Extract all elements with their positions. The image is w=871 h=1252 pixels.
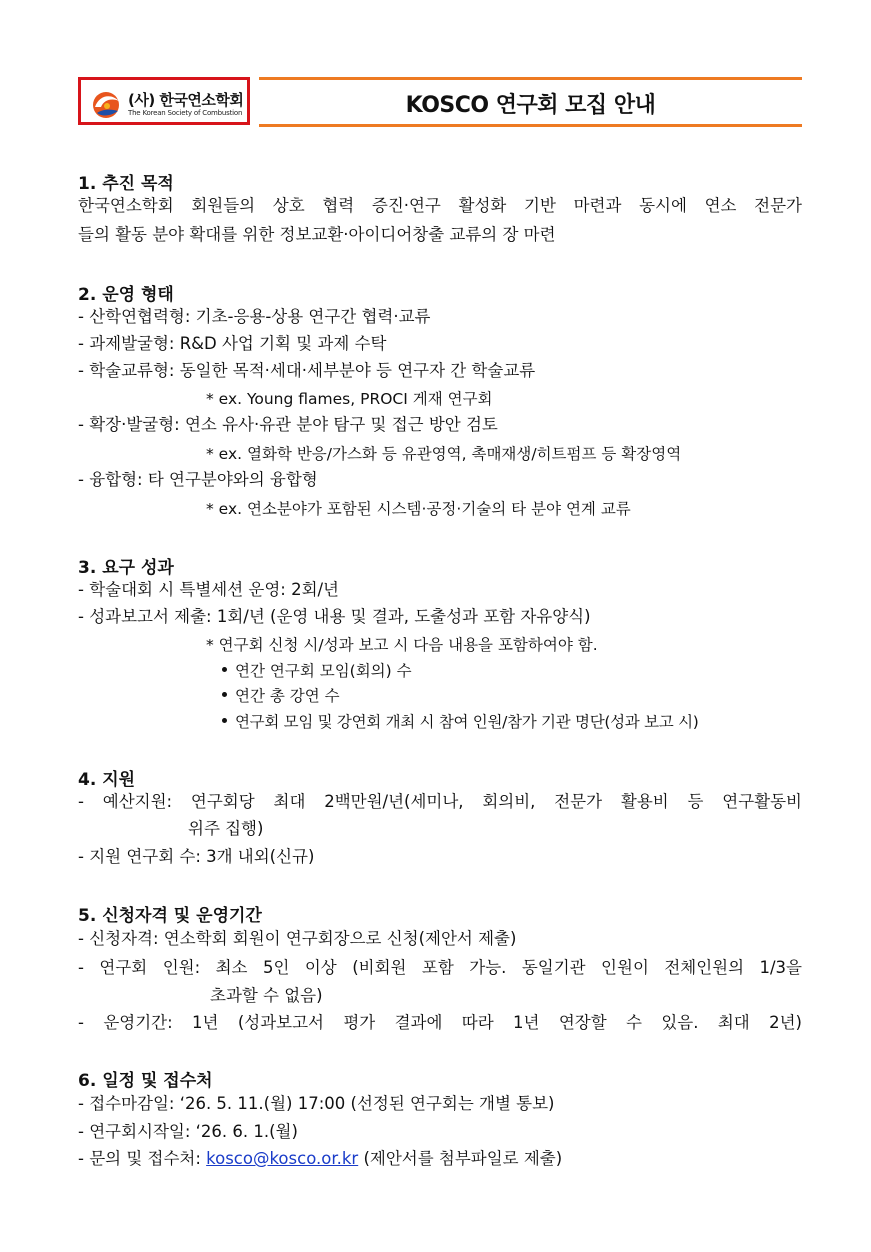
bullet-dot-icon [222, 667, 227, 672]
section-2-item-1: - 산학연협력형: 기초-응용-상용 연구간 협력·교류 [78, 307, 431, 326]
section-3-bullet-2-text: 연간 총 강연 수 [235, 687, 340, 705]
section-4-item-2: - 지원 연구회 수: 3개 내외(신규) [78, 847, 315, 866]
section-5-item-3: - 운영기간: 1년 (성과보고서 평가 결과에 따라 1년 연장할 수 있음. 최대 2년) [78, 1013, 802, 1032]
section-3-item-2: - 성과보고서 제출: 1회/년 (운영 내용 및 결과, 도출성과 포함 자유양식) [78, 607, 591, 626]
section-6-item-3-suffix: (제안서를 첨부파일로 제출) [358, 1149, 563, 1168]
logo-english-text: The Korean Society of Combustion [128, 109, 243, 117]
section-3-heading: 3. 요구 성과 [78, 558, 174, 578]
section-6-heading: 6. 일정 및 접수처 [78, 1071, 213, 1091]
section-1-heading: 1. 추진 목적 [78, 174, 174, 194]
bullet-dot-icon [222, 718, 227, 723]
section-6-item-2: - 연구회시작일: ‘26. 6. 1.(월) [78, 1122, 298, 1141]
document-header [78, 77, 802, 129]
page-title: KOSCO 연구회 모집 안내 [405, 92, 656, 118]
section-2-item-2: - 과제발굴형: R&D 사업 기획 및 과제 수탁 [78, 334, 387, 353]
section-5-item-1: - 신청자격: 연소학회 회원이 연구회장으로 신청(제안서 제출) [78, 929, 517, 948]
header-bottom-rule [259, 124, 802, 127]
section-5-item-2a: - 연구회 인원: 최소 5인 이상 (비회원 포함 가능. 동일기관 인원이 전체인원의 1/3을 [78, 958, 802, 977]
section-5-heading: 5. 신청자격 및 운영기간 [78, 906, 262, 926]
section-2-heading: 2. 운영 형태 [78, 285, 174, 305]
logo-korean-text: (사) 한국연소학회 [128, 91, 244, 109]
section-3-note: * 연구회 신청 시/성과 보고 시 다음 내용을 포함하여야 함. [206, 636, 598, 654]
section-1-line-1: 한국연소학회 회원들의 상호 협력 증진·연구 활성화 기반 마련과 동시에 연소 전문가 [78, 196, 802, 215]
section-4-item-1b: 위주 집행) [188, 819, 264, 838]
section-4-item-1a: - 예산지원: 연구회당 최대 2백만원/년(세미나, 회의비, 전문가 활용비 등 연구활동비 [78, 792, 802, 811]
section-4-heading: 4. 지원 [78, 770, 136, 790]
section-1-line-2: 들의 활동 분야 확대를 위한 정보교환·아이디어창출 교류의 장 마련 [78, 225, 556, 244]
bullet-dot-icon [222, 692, 227, 697]
header-top-rule [259, 77, 802, 80]
section-6-item-3-prefix: - 문의 및 접수처: [78, 1149, 207, 1168]
flame-logo-icon [89, 89, 123, 119]
contact-email-link[interactable]: kosco@kosco.or.kr [206, 1149, 359, 1168]
section-5-item-2b: 초과할 수 없음) [210, 986, 323, 1005]
section-2-item-5: - 융합형: 타 연구분야와의 융합형 [78, 470, 318, 489]
section-6-item-1: - 접수마감일: ‘26. 5. 11.(월) 17:00 (선정된 연구회는 개별 통보) [78, 1094, 555, 1113]
section-3-bullet-1 [222, 660, 412, 682]
section-3-bullet-1-text: 연간 연구회 모임(회의) 수 [235, 662, 412, 680]
section-2-note-5: * ex. 연소분야가 포함된 시스템·공정·기술의 타 분야 연계 교류 [206, 500, 631, 518]
section-3-bullet-2 [222, 685, 340, 707]
section-2-note-3: * ex. Young flames, PROCI 게재 연구회 [206, 390, 493, 408]
society-logo [78, 77, 250, 125]
section-2-item-4: - 확장·발굴형: 연소 유사·유관 분야 탐구 및 접근 방안 검토 [78, 415, 498, 434]
section-2-note-4: * ex. 열화학 반응/가스화 등 유관영역, 촉매재생/히트펌프 등 확장영역 [206, 445, 682, 463]
section-3-bullet-3 [222, 711, 699, 733]
section-6-item-3 [78, 1148, 562, 1170]
section-3-item-1: - 학술대회 시 특별세션 운영: 2회/년 [78, 580, 340, 599]
section-2-item-3: - 학술교류형: 동일한 목적·세대·세부분야 등 연구자 간 학술교류 [78, 361, 536, 380]
section-3-bullet-3-text: 연구회 모임 및 강연회 개최 시 참여 인원/참가 기관 명단(성과 보고 시) [235, 713, 699, 731]
